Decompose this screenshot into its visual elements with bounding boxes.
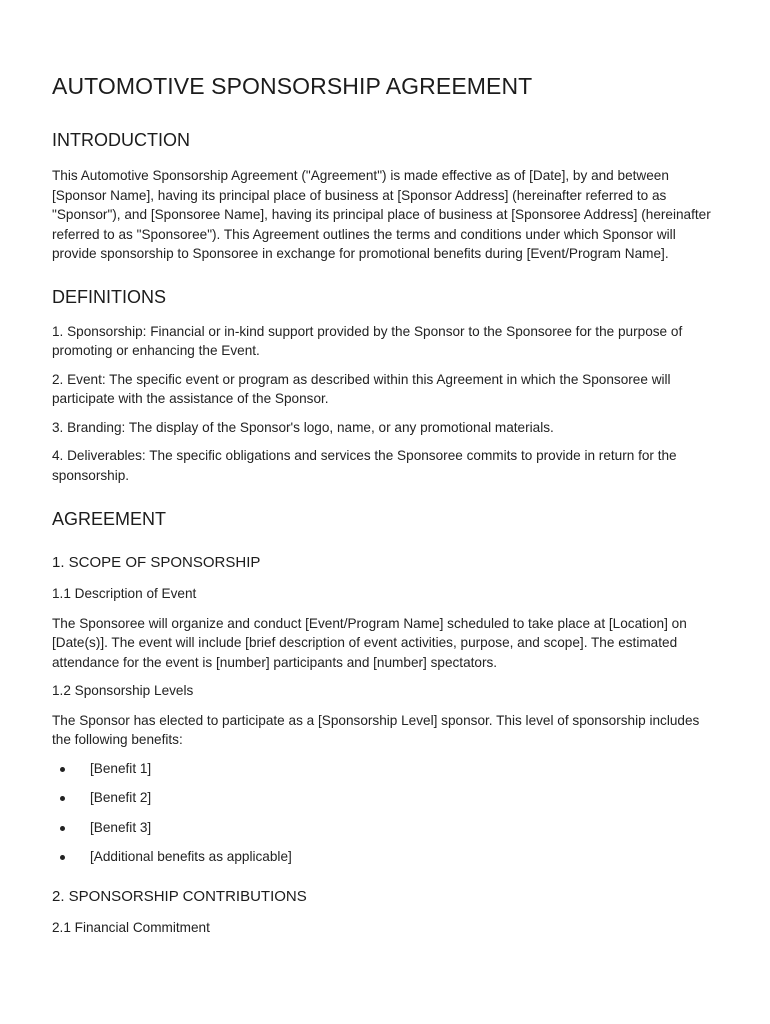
definition-item-deliverables: 4. Deliverables: The specific obligations and services the Sponsoree commits to provide in return for the sponsorship. xyxy=(52,448,677,483)
benefit-text: [Benefit 2] xyxy=(90,790,152,805)
section-2-heading: 2. SPONSORSHIP CONTRIBUTIONS xyxy=(52,887,307,905)
benefit-text: [Benefit 3] xyxy=(90,819,152,835)
event-description-paragraph: The Sponsoree will organize and conduct [Event/Program Name] scheduled to take place at [Location] on [Date(s)]. The event will include [brief description of event activities, purpose, and scope]. The estimated attendance for the event is [number] participants and [number] spectators. xyxy=(52,615,687,670)
section-1-heading: 1. SCOPE OF SPONSORSHIP xyxy=(52,554,261,571)
definition-item-sponsorship: 1. Sponsorship: Financial or in-kind support provided by the Sponsor to the Sponsoree for the purpose of promoting or enhancing the Event. xyxy=(52,323,683,358)
introduction-heading: INTRODUCTION xyxy=(52,130,190,150)
bullet-icon xyxy=(60,767,65,772)
definitions-heading: DEFINITIONS xyxy=(52,286,167,307)
subsection-2-1-heading: 2.1 Financial Commitment xyxy=(52,919,210,935)
benefit-text: [Benefit 1] xyxy=(90,760,152,776)
list-item xyxy=(52,847,722,867)
subsection-1-1-heading: 1.1 Description of Event xyxy=(52,586,197,601)
subsection-1-2-heading: 1.2 Sponsorship Levels xyxy=(52,683,194,698)
list-item xyxy=(52,759,722,779)
bullet-icon xyxy=(60,826,65,831)
list-item xyxy=(52,788,722,808)
sponsorship-levels-paragraph: The Sponsor has elected to participate as a [Sponsorship Level] sponsor. This level of sponsorship includes the following benefits: xyxy=(52,712,700,747)
agreement-heading: AGREEMENT xyxy=(52,509,167,529)
introduction-paragraph: This Automotive Sponsorship Agreement ("Agreement") is made effective as of [Date], by and between [Sponsor Name], having its principal place of business at [Sponsor Address] (hereinafter referred to as "Sponsor"), and [Sponsoree Name], having its principal place of business at [Sponsoree Address] (hereinafter referred to as "Sponsoree"). This Agreement outlines the terms and conditions under which Sponsor will provide sponsorship to Sponsoree in exchange for promotional benefits during [Event/Program Name]. xyxy=(52,168,711,261)
list-item xyxy=(52,818,722,838)
bullet-icon xyxy=(60,855,65,860)
definition-item-branding: 3. Branding: The display of the Sponsor's logo, name, or any promotional materials. xyxy=(52,419,554,435)
benefits-list xyxy=(52,759,722,867)
benefit-text: [Additional benefits as applicable] xyxy=(90,849,292,864)
document-page xyxy=(52,71,722,937)
document-title: AUTOMOTIVE SPONSORSHIP AGREEMENT xyxy=(52,73,533,99)
bullet-icon xyxy=(60,796,65,801)
definition-item-event: 2. Event: The specific event or program as described within this Agreement in which the Sponsoree will participate with the assistance of the Sponsor. xyxy=(52,371,671,406)
